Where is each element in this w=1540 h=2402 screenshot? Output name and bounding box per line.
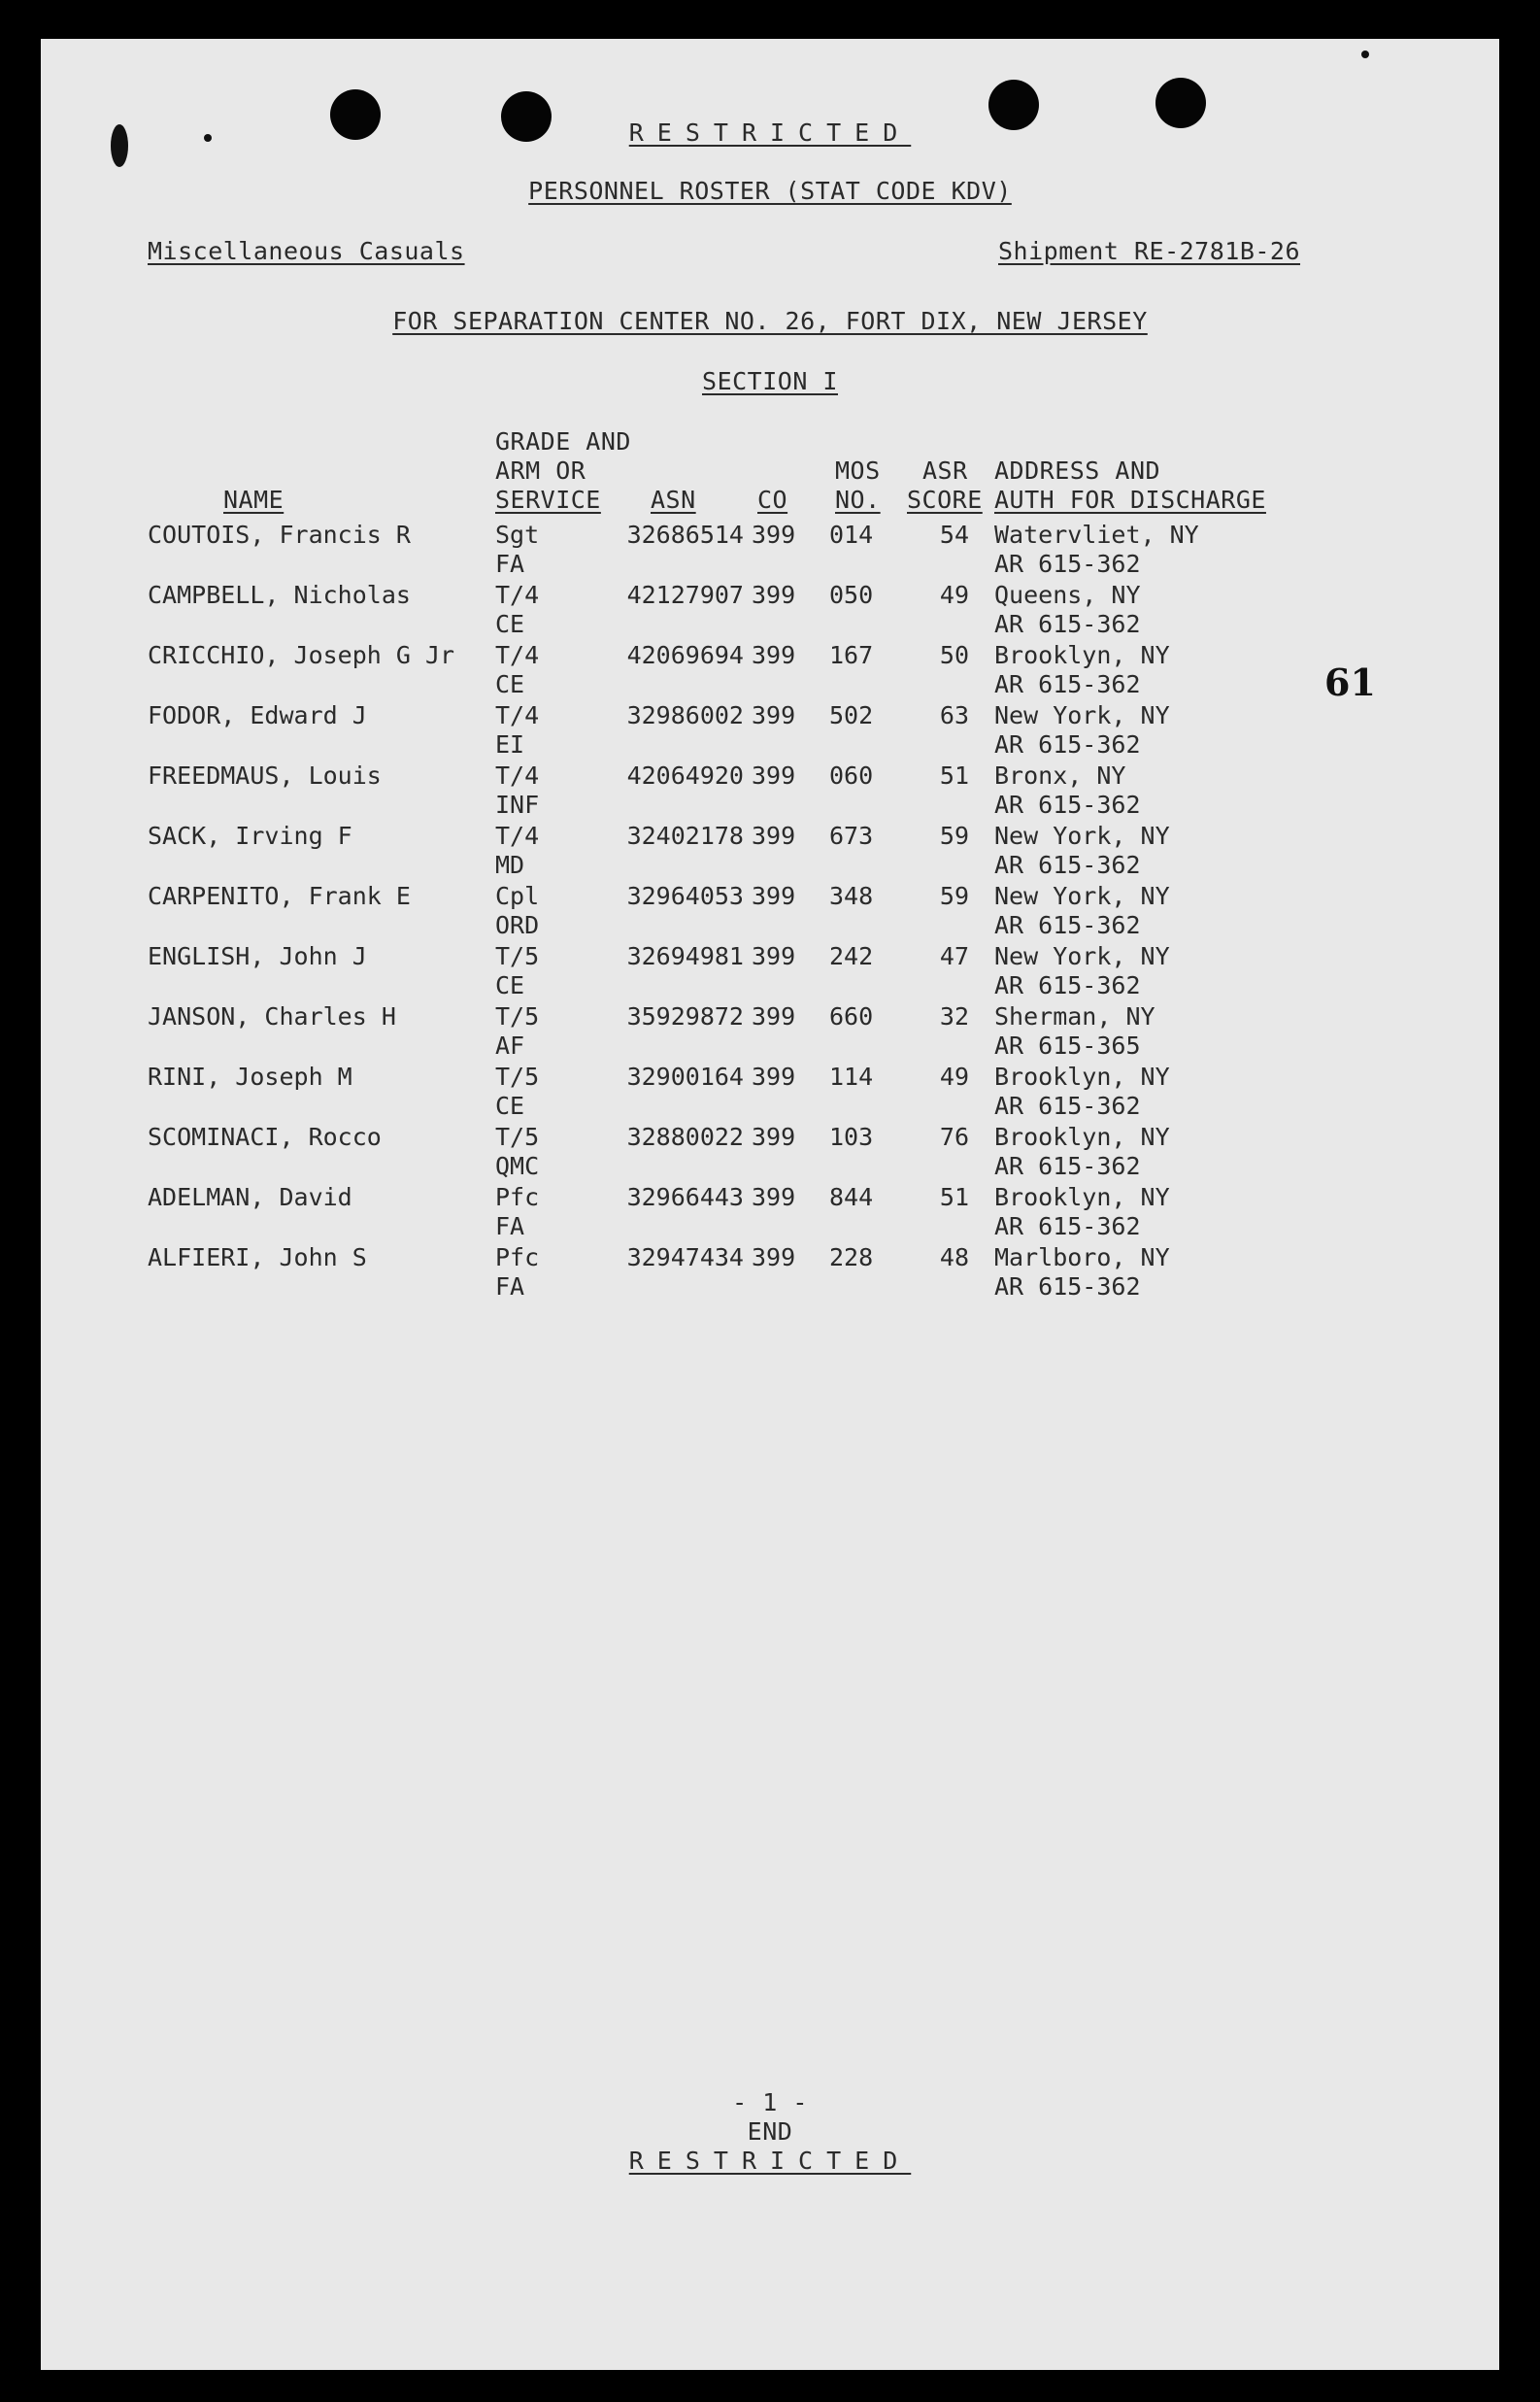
cell-score: 48 xyxy=(939,1243,969,1271)
cell-mos: 502 xyxy=(829,701,874,729)
cell-co: 399 xyxy=(752,1183,796,1211)
cell-name: FODOR, Edward J xyxy=(148,701,367,729)
table-row xyxy=(41,1123,1499,1183)
classification-header: RESTRICTED xyxy=(628,118,912,147)
cell-grade: T/5 xyxy=(495,942,540,970)
grade-header-line2: ARM OR xyxy=(495,457,586,485)
cell-co: 399 xyxy=(752,581,796,609)
table-row xyxy=(41,521,1499,581)
cell-mos: 673 xyxy=(829,822,874,850)
cell-asn: 32402178 xyxy=(626,822,744,850)
unit-caption: Miscellaneous Casuals xyxy=(148,237,465,265)
cell-co: 399 xyxy=(752,521,796,549)
cell-auth: AR 615-362 xyxy=(994,1212,1141,1240)
cell-asn: 32964053 xyxy=(626,882,744,910)
cell-mos: 060 xyxy=(829,761,874,790)
cell-grade: T/4 xyxy=(495,701,540,729)
cell-address: New York, NY xyxy=(994,822,1170,850)
page-number-stamp: 61 xyxy=(1324,660,1376,704)
cell-address: Brooklyn, NY xyxy=(994,1123,1170,1151)
cell-auth: AR 615-362 xyxy=(994,971,1141,999)
mos-header-line1: MOS xyxy=(835,457,881,485)
cell-score: 49 xyxy=(939,581,969,609)
cell-name: JANSON, Charles H xyxy=(148,1002,396,1031)
table-row xyxy=(41,641,1499,701)
grade-header-line1: GRADE AND xyxy=(495,427,631,456)
cell-arm: FA xyxy=(495,1272,525,1301)
cell-co: 399 xyxy=(752,822,796,850)
cell-arm: QMC xyxy=(495,1152,540,1180)
cell-mos: 844 xyxy=(829,1183,874,1211)
cell-co: 399 xyxy=(752,641,796,669)
cell-name: COUTOIS, Francis R xyxy=(148,521,411,549)
table-row xyxy=(41,822,1499,882)
cell-mos: 660 xyxy=(829,1002,874,1031)
cell-co: 399 xyxy=(752,1002,796,1031)
cell-auth: AR 615-362 xyxy=(994,1272,1141,1301)
grade-header-line3: SERVICE xyxy=(495,486,601,514)
cell-asn: 42064920 xyxy=(626,761,744,790)
cell-arm: ORD xyxy=(495,911,540,939)
cell-grade: T/5 xyxy=(495,1123,540,1151)
cell-score: 59 xyxy=(939,882,969,910)
table-row xyxy=(41,1243,1499,1303)
cell-auth: AR 615-362 xyxy=(994,550,1141,578)
asr-header-line2: SCORE xyxy=(907,486,983,514)
table-row xyxy=(41,701,1499,761)
cell-mos: 228 xyxy=(829,1243,874,1271)
cell-address: Brooklyn, NY xyxy=(994,1063,1170,1091)
address-header-line2: AUTH FOR DISCHARGE xyxy=(994,486,1266,514)
cell-asn: 32986002 xyxy=(626,701,744,729)
cell-co: 399 xyxy=(752,942,796,970)
cell-asn: 42069694 xyxy=(626,641,744,669)
cell-name: ADELMAN, David xyxy=(148,1183,352,1211)
cell-asn: 32880022 xyxy=(626,1123,744,1151)
cell-auth: AR 615-362 xyxy=(994,1092,1141,1120)
cell-arm: FA xyxy=(495,1212,525,1240)
cell-co: 399 xyxy=(752,882,796,910)
cell-mos: 242 xyxy=(829,942,874,970)
table-row xyxy=(41,761,1499,822)
table-row xyxy=(41,942,1499,1002)
document-page xyxy=(41,39,1499,2370)
cell-arm: CE xyxy=(495,610,525,638)
cell-address: New York, NY xyxy=(994,882,1170,910)
cell-grade: T/4 xyxy=(495,822,540,850)
cell-asn: 32947434 xyxy=(626,1243,744,1271)
cell-auth: AR 615-362 xyxy=(994,911,1141,939)
cell-score: 49 xyxy=(939,1063,969,1091)
cell-address: Brooklyn, NY xyxy=(994,641,1170,669)
cell-name: ALFIERI, John S xyxy=(148,1243,367,1271)
cell-co: 399 xyxy=(752,761,796,790)
cell-score: 32 xyxy=(939,1002,969,1031)
cell-auth: AR 615-365 xyxy=(994,1032,1141,1060)
cell-asn: 32966443 xyxy=(626,1183,744,1211)
cell-grade: Sgt xyxy=(495,521,540,549)
cell-mos: 050 xyxy=(829,581,874,609)
cell-arm: AF xyxy=(495,1032,525,1060)
cell-mos: 103 xyxy=(829,1123,874,1151)
cell-mos: 167 xyxy=(829,641,874,669)
cell-score: 51 xyxy=(939,761,969,790)
end-marker: END xyxy=(747,2117,793,2146)
table-row xyxy=(41,1183,1499,1243)
cell-arm: CE xyxy=(495,670,525,698)
cell-co: 399 xyxy=(752,701,796,729)
cell-grade: Cpl xyxy=(495,882,540,910)
cell-asn: 35929872 xyxy=(626,1002,744,1031)
cell-co: 399 xyxy=(752,1243,796,1271)
cell-address: New York, NY xyxy=(994,701,1170,729)
cell-mos: 114 xyxy=(829,1063,874,1091)
address-header-line1: ADDRESS AND xyxy=(994,457,1161,485)
ink-speck xyxy=(1361,51,1369,58)
cell-address: Queens, NY xyxy=(994,581,1141,609)
cell-address: Sherman, NY xyxy=(994,1002,1155,1031)
cell-asn: 32900164 xyxy=(626,1063,744,1091)
cell-score: 50 xyxy=(939,641,969,669)
table-row xyxy=(41,1063,1499,1123)
cell-name: CAMPBELL, Nicholas xyxy=(148,581,411,609)
cell-arm: INF xyxy=(495,791,540,819)
cell-name: ENGLISH, John J xyxy=(148,942,367,970)
cell-address: Brooklyn, NY xyxy=(994,1183,1170,1211)
cell-auth: AR 615-362 xyxy=(994,670,1141,698)
cell-arm: EI xyxy=(495,730,525,759)
cell-arm: MD xyxy=(495,851,525,879)
document-title: PERSONNEL ROSTER (STAT CODE KDV) xyxy=(528,177,1012,205)
cell-name: CARPENITO, Frank E xyxy=(148,882,411,910)
table-row xyxy=(41,882,1499,942)
cell-grade: T/4 xyxy=(495,641,540,669)
cell-score: 76 xyxy=(939,1123,969,1151)
cell-grade: T/4 xyxy=(495,761,540,790)
asr-header-line1: ASR xyxy=(922,457,968,485)
shipment-number: Shipment RE-2781B-26 xyxy=(998,237,1301,265)
page-number: - 1 - xyxy=(732,2088,808,2116)
table-row xyxy=(41,1002,1499,1063)
cell-address: Marlboro, NY xyxy=(994,1243,1170,1271)
cell-auth: AR 615-362 xyxy=(994,1152,1141,1180)
cell-mos: 348 xyxy=(829,882,874,910)
cell-grade: T/4 xyxy=(495,581,540,609)
cell-grade: Pfc xyxy=(495,1243,540,1271)
cell-asn: 42127907 xyxy=(626,581,744,609)
cell-auth: AR 615-362 xyxy=(994,851,1141,879)
cell-arm: FA xyxy=(495,550,525,578)
cell-address: Bronx, NY xyxy=(994,761,1126,790)
cell-name: FREEDMAUS, Louis xyxy=(148,761,382,790)
cell-auth: AR 615-362 xyxy=(994,791,1141,819)
cell-co: 399 xyxy=(752,1123,796,1151)
cell-grade: T/5 xyxy=(495,1063,540,1091)
cell-address: New York, NY xyxy=(994,942,1170,970)
cell-arm: CE xyxy=(495,1092,525,1120)
cell-name: CRICCHIO, Joseph G Jr xyxy=(148,641,455,669)
classification-footer: RESTRICTED xyxy=(628,2147,912,2175)
cell-auth: AR 615-362 xyxy=(994,610,1141,638)
cell-arm: CE xyxy=(495,971,525,999)
cell-grade: T/5 xyxy=(495,1002,540,1031)
cell-score: 51 xyxy=(939,1183,969,1211)
cell-score: 59 xyxy=(939,822,969,850)
cell-score: 63 xyxy=(939,701,969,729)
cell-name: SCOMINACI, Rocco xyxy=(148,1123,382,1151)
cell-name: RINI, Joseph M xyxy=(148,1063,352,1091)
cell-auth: AR 615-362 xyxy=(994,730,1141,759)
cell-co: 399 xyxy=(752,1063,796,1091)
cell-score: 54 xyxy=(939,521,969,549)
co-header: CO xyxy=(757,486,788,514)
cell-asn: 32686514 xyxy=(626,521,744,549)
cell-grade: Pfc xyxy=(495,1183,540,1211)
cell-asn: 32694981 xyxy=(626,942,744,970)
mos-header-line2: NO. xyxy=(835,486,881,514)
cell-score: 47 xyxy=(939,942,969,970)
destination-line: FOR SEPARATION CENTER NO. 26, FORT DIX, NEW JERSEY xyxy=(392,307,1148,335)
asn-header: ASN xyxy=(651,486,696,514)
table-row xyxy=(41,581,1499,641)
cell-name: SACK, Irving F xyxy=(148,822,352,850)
cell-mos: 014 xyxy=(829,521,874,549)
name-header: NAME xyxy=(223,486,285,514)
cell-address: Watervliet, NY xyxy=(994,521,1199,549)
section-heading: SECTION I xyxy=(702,367,838,395)
